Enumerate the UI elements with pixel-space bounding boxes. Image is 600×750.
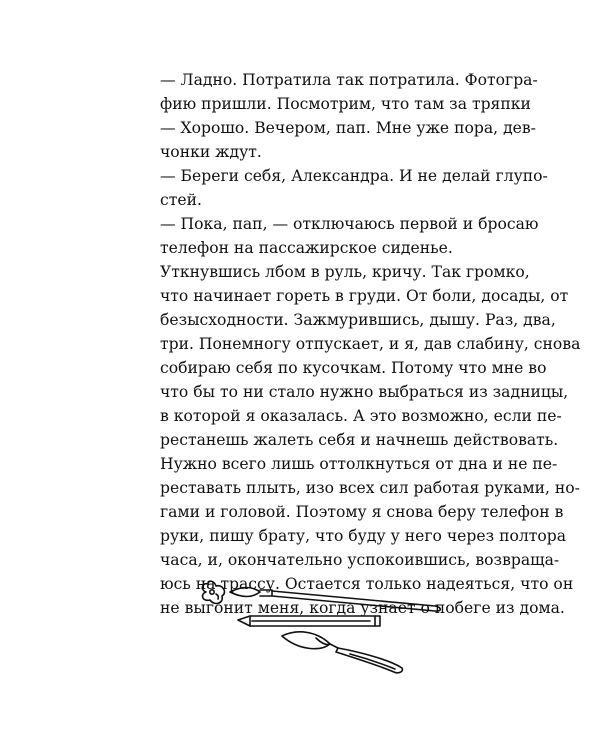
text-line: рестанешь жалеть себя и начнешь действовать.: [160, 431, 559, 449]
text-line: безысходности. Зажмурившись, дышу. Раз, два,: [160, 311, 556, 329]
text-line: собираю себя по кусочкам. Потому что мне во: [160, 359, 547, 377]
text-line: — Пока, пап, — отключаюсь первой и бросаю: [160, 215, 539, 233]
text-line: юсь на трассу. Остается только надеяться, что он: [160, 575, 574, 593]
text-line: фию пришли. Посмотрим, что там за тряпки: [160, 95, 531, 113]
body-text: [142, 68, 581, 620]
text-line: что начинает гореть в груди. От боли, досады, от: [160, 287, 569, 305]
text-line: Уткнувшись лбом в руль, кричу. Так громко,: [160, 263, 530, 281]
text-line: руки, пишу брату, что буду у него через полтора: [160, 527, 567, 545]
text-line: что бы то ни стало нужно выбраться из задницы,: [160, 383, 569, 401]
text-line: — Ладно. Потратила так потратила. Фотогра-: [160, 71, 538, 89]
text-line: чонки ждут.: [160, 143, 262, 161]
text-line: три. Понемногу отпускает, и я, дав слабину, снова: [160, 335, 581, 353]
dialogue-paragraph: [142, 164, 548, 212]
dialogue-paragraph: [142, 116, 536, 164]
paint-blob-icon: [202, 581, 224, 603]
palette-knife-icon: [282, 632, 402, 673]
art-tools-illustration: [190, 572, 450, 682]
text-line: телефон на пассажирское сиденье.: [160, 239, 453, 257]
pencil-icon: [238, 616, 380, 626]
text-line: гами и головой. Поэтому я снова беру телефон в: [160, 503, 564, 521]
text-line: часа, и, окончательно успокоившись, возвраща-: [160, 551, 560, 569]
text-line: Нужно всего лишь оттолкнуться от дна и не пе-: [160, 455, 558, 473]
dialogue-paragraph: [142, 212, 539, 260]
text-line: реставать плыть, изо всех сил работая руками, но-: [160, 479, 580, 497]
narrative-paragraph: [142, 260, 581, 620]
text-line: — Хорошо. Вечером, пап. Мне уже пора, дев-: [160, 119, 536, 137]
text-line: — Береги себя, Александра. И не делай глупо-: [160, 167, 548, 185]
text-line: в которой я оказалась. А это возможно, если пе-: [160, 407, 562, 425]
paintbrush-icon: [230, 588, 440, 612]
text-line: стей.: [160, 191, 202, 209]
text-line: не выгонит меня, когда узнает о побеге из дома.: [160, 599, 565, 617]
dialogue-paragraph: [142, 68, 538, 116]
